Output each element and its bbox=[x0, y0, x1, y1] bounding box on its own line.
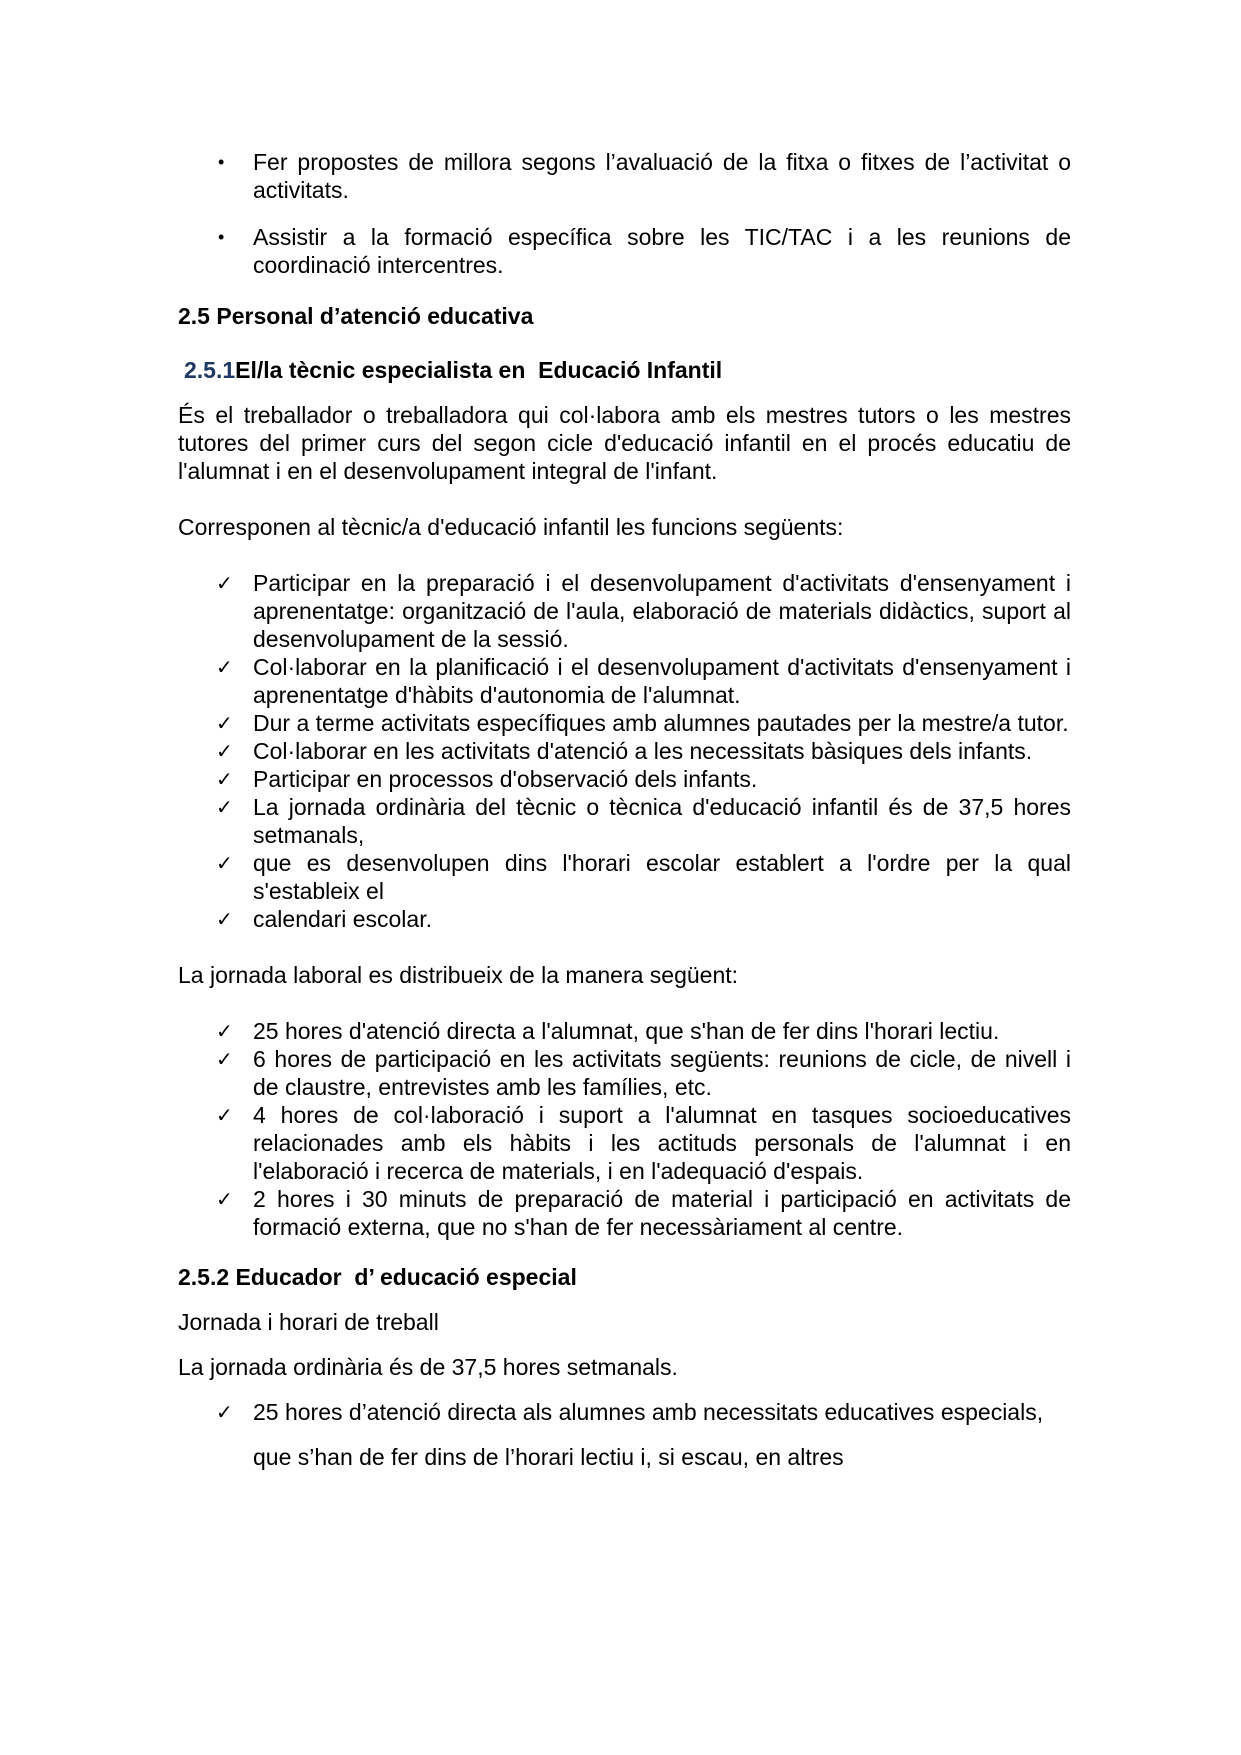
list-item-text: 4 hores de col·laboració i suport a l'alumnat en tasques socioeducatives relacionades amb els hàbits i les actituds personals de l'alumnat i en l'elaboració i recerca de materials, i en l'adequació d'espais. bbox=[253, 1102, 1071, 1184]
section-heading-2-5-1 bbox=[178, 356, 1071, 384]
functions-list bbox=[178, 569, 1071, 933]
checkmark-icon: ✓ bbox=[216, 711, 233, 735]
bullet-icon: • bbox=[218, 227, 225, 247]
list-item-text: Fer propostes de millora segons l’avaluació de la fitxa o fitxes de l’activitat o activitats. bbox=[253, 149, 1071, 203]
checkmark-icon: ✓ bbox=[216, 1187, 233, 1211]
checkmark-icon: ✓ bbox=[216, 907, 233, 931]
checkmark-icon: ✓ bbox=[216, 795, 233, 819]
list-item-text: calendari escolar. bbox=[253, 906, 432, 932]
checkmark-icon: ✓ bbox=[216, 571, 233, 595]
schedule-intro: La jornada laboral es distribueix de la manera següent: bbox=[178, 962, 739, 988]
list-item bbox=[178, 1017, 1071, 1045]
list-item bbox=[178, 709, 1071, 737]
list-item bbox=[178, 905, 1071, 933]
section-title: El/la tècnic especialista en Educació Infantil bbox=[235, 357, 723, 383]
checkmark-icon: ✓ bbox=[216, 1103, 233, 1127]
list-item-text: Participar en processos d'observació dels infants. bbox=[253, 766, 758, 792]
checkmark-icon: ✓ bbox=[216, 1047, 233, 1071]
list-item-text: Assistir a la formació específica sobre les TIC/TAC i a les reunions de coordinació intercentres. bbox=[253, 224, 1071, 278]
list-item-text: La jornada ordinària del tècnic o tècnica d'educació infantil és de 37,5 hores setmanals, bbox=[253, 794, 1071, 848]
section-heading-2-5-2: 2.5.2 Educador d’ educació especial bbox=[178, 1264, 577, 1290]
list-item-text: 25 hores d’atenció directa als alumnes amb necessitats educatives especials, que s’han de fer dins de l’horari lectiu i, si escau, en altres bbox=[253, 1399, 1044, 1470]
educator-list bbox=[178, 1390, 1071, 1480]
list-item bbox=[178, 569, 1071, 653]
list-item bbox=[178, 849, 1071, 905]
checkmark-icon: ✓ bbox=[216, 655, 233, 679]
list-item-text: 6 hores de participació en les activitats següents: reunions de cicle, de nivell i de claustre, entrevistes amb les famílies, etc. bbox=[253, 1046, 1071, 1100]
top-bullet-list bbox=[178, 148, 1071, 279]
list-item bbox=[178, 1045, 1071, 1101]
list-item-text: Col·laborar en les activitats d'atenció a les necessitats bàsiques dels infants. bbox=[253, 738, 1033, 764]
list-item bbox=[178, 1185, 1071, 1241]
list-item bbox=[178, 223, 1071, 279]
list-item-text: Col·laborar en la planificació i el desenvolupament d'activitats d'ensenyament i aprenentatge d'hàbits d'autonomia de l'alumnat. bbox=[253, 654, 1071, 708]
subtitle-paragraph: Jornada i horari de treball bbox=[178, 1309, 439, 1335]
list-item-text: 2 hores i 30 minuts de preparació de material i participació en activitats de formació externa, que no s'han de fer necessàriament al centre. bbox=[253, 1186, 1071, 1240]
list-item-text: 25 hores d'atenció directa a l'alumnat, que s'han de fer dins l'horari lectiu. bbox=[253, 1018, 1000, 1044]
list-item bbox=[178, 1390, 1071, 1480]
list-item bbox=[178, 765, 1071, 793]
list-item bbox=[178, 148, 1071, 204]
functions-intro: Corresponen al tècnic/a d'educació infantil les funcions següents: bbox=[178, 514, 844, 540]
checkmark-icon: ✓ bbox=[216, 767, 233, 791]
list-item bbox=[178, 1101, 1071, 1185]
checkmark-icon: ✓ bbox=[216, 1019, 233, 1043]
intro-paragraph: És el treballador o treballadora qui col·labora amb els mestres tutors o les mestres tutores del primer curs del segon cicle d'educació infantil en el procés educatiu de l'alumnat i en el desenvolupament integral de l'infant. bbox=[178, 402, 1071, 484]
bullet-icon: • bbox=[218, 152, 225, 172]
list-item-text: Participar en la preparació i el desenvolupament d'activitats d'ensenyament i aprenentatge: organització de l'aula, elaboració de materials didàctics, suport al desenvolupament de la sessió. bbox=[253, 570, 1071, 652]
schedule-list bbox=[178, 1017, 1071, 1241]
hours-paragraph: La jornada ordinària és de 37,5 hores setmanals. bbox=[178, 1354, 678, 1380]
section-number: 2.5.1 bbox=[184, 357, 236, 383]
list-item-text: Dur a terme activitats específiques amb alumnes pautades per la mestre/a tutor. bbox=[253, 710, 1069, 736]
section-heading-2-5: 2.5 Personal d’atenció educativa bbox=[178, 303, 534, 329]
list-item bbox=[178, 653, 1071, 709]
checkmark-icon: ✓ bbox=[216, 739, 233, 763]
checkmark-icon: ✓ bbox=[216, 851, 233, 875]
list-item bbox=[178, 793, 1071, 849]
checkmark-icon: ✓ bbox=[216, 1400, 233, 1424]
list-item-text: que es desenvolupen dins l'horari escolar establert a l'ordre per la qual s'estableix el bbox=[253, 850, 1071, 904]
list-item bbox=[178, 737, 1071, 765]
document-page bbox=[178, 148, 1071, 1480]
